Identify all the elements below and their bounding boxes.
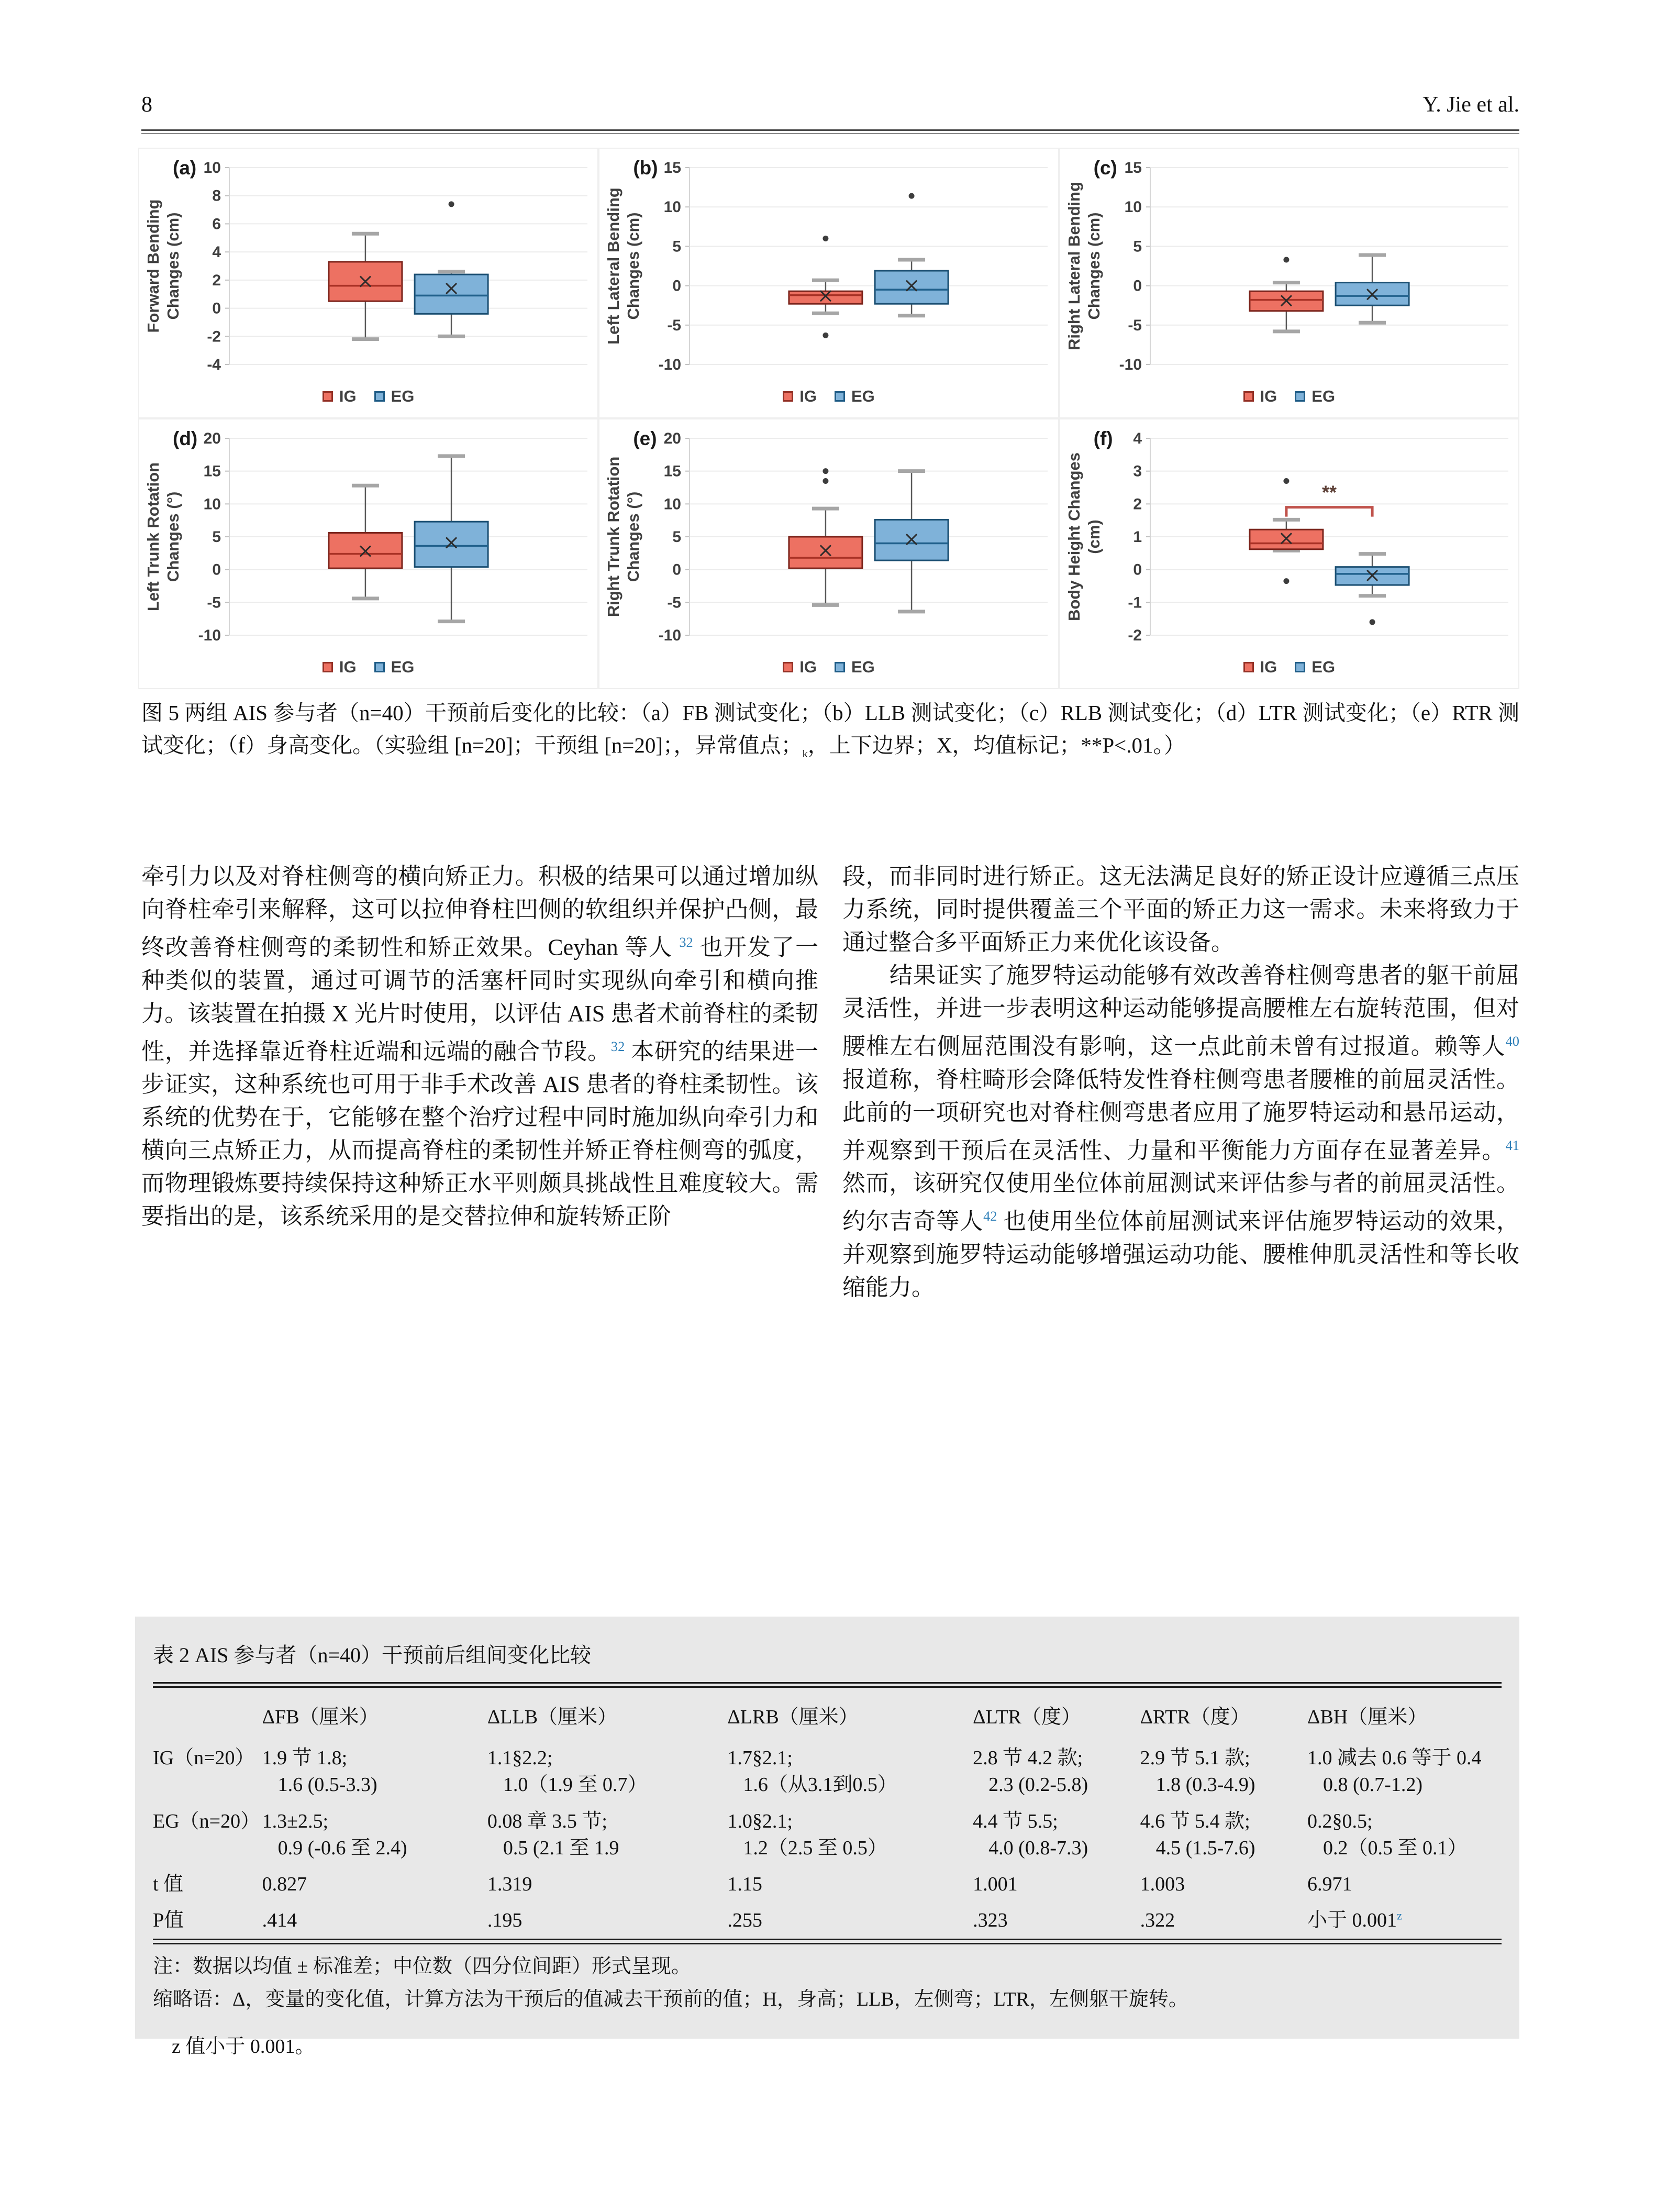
eg-legend-label: EG: [391, 658, 415, 676]
table-cell: 2.8 节 4.2 款; 2.3 (0.2-5.8): [973, 1747, 1088, 1796]
left-column: 牵引力以及对脊柱侧弯的横向矫正力。积极的结果可以通过增加纵向脊柱牵引来解释，这可以拉伸脊柱凹侧的软组织并保护凸侧，最终改善脊柱侧弯的柔韧性和矫正效果。Ceyhan 等人 $^{32}$ 也开发了一种类似的装置，通过可调节的活塞杆同时实现纵向牵引和横向推力。该装置在拍摄 X 光片时使用，以评估 AIS 患者术前脊柱的柔韧性，并选择靠近脊柱近端和远端的融合节段。$^{32}$ 本研究的结果进一步证实，这种系统也可用于非手术改善 AIS 患者的脊柱柔韧性。该系统的优势在于，它能够在整个治疗过程中同时施加纵向牵引力和横向三点矫正力，从而提高脊柱的柔韧性并矫正脊柱侧弯的弧度，而物理锻炼要持续保持这种矫正水平则颇具挑战性且难度较大。需要指出的是，该系统采用的是交替拉伸和旋转矫正阶: [141, 864, 819, 1230]
svg-text:-2: -2: [1127, 627, 1142, 644]
table-header-cell: ΔLRB（厘米）: [727, 1706, 859, 1728]
boxplot-body-height: [1060, 427, 1518, 647]
table-rule-bottom: [153, 1939, 1502, 1944]
eg-legend-marker: [374, 662, 385, 672]
eg-legend-label: EG: [851, 387, 875, 405]
eg-legend-label: EG: [1312, 387, 1336, 405]
svg-text:-10: -10: [658, 627, 682, 644]
legend: [1060, 658, 1518, 677]
svg-text:20: 20: [663, 430, 682, 447]
svg-text:10: 10: [203, 495, 221, 513]
table-cell: 1.319: [487, 1873, 532, 1896]
subplot-left-trunk-rotation: [138, 418, 598, 689]
svg-text:Body Height Changes(cm): Body Height Changes(cm): [1064, 452, 1103, 622]
page-number: 8: [141, 93, 152, 117]
svg-text:0: 0: [1132, 561, 1142, 579]
table-grid: [153, 1688, 1502, 1939]
svg-text:20: 20: [203, 430, 221, 447]
panel-label-e: (e): [633, 428, 657, 449]
table-cell: 1.15: [727, 1873, 762, 1896]
ig-legend-marker: [1243, 391, 1254, 402]
table-row-label: EG（n=20）: [153, 1810, 261, 1832]
svg-text:1: 1: [1132, 528, 1142, 546]
table-header-cell: ΔRTR（度）: [1140, 1706, 1250, 1728]
svg-text:0: 0: [1132, 277, 1142, 295]
svg-text:-2: -2: [207, 328, 221, 346]
table-header-cell: ΔLTR（度）: [973, 1706, 1081, 1728]
eg-legend-marker: [374, 391, 385, 402]
ig-legend-label: IG: [339, 658, 357, 676]
boxplot-right-lateral-bending: [1060, 156, 1518, 376]
svg-text:Right Trunk RotationChanges (°: Right Trunk RotationChanges (°): [604, 456, 643, 617]
svg-text:-10: -10: [658, 356, 682, 373]
table-notes: [153, 1954, 1502, 2060]
boxplot-left-lateral-bending: [599, 156, 1058, 376]
table-cell: .322: [1140, 1909, 1175, 1932]
table-cell: 1.0§2.1; 1.2（2.5 至 0.5）: [727, 1810, 887, 1859]
table-rule-top: [153, 1682, 1502, 1688]
svg-text:4: 4: [1132, 430, 1142, 447]
ig-legend-label: IG: [339, 387, 357, 405]
eg-legend-label: EG: [851, 658, 875, 676]
svg-text:15: 15: [663, 159, 682, 176]
table-cell: 小于 0.001$^z$: [1307, 1909, 1403, 1932]
subplot-right-trunk-rotation: [598, 418, 1059, 689]
subplot-right-lateral-bending: [1059, 148, 1519, 418]
subplot-left-lateral-bending: [598, 148, 1059, 418]
eg-legend-label: EG: [1312, 658, 1336, 676]
table-header-cell: [153, 1688, 262, 1711]
svg-text:4: 4: [212, 244, 221, 261]
svg-text:10: 10: [1124, 198, 1142, 216]
table-cell: .255: [727, 1909, 762, 1932]
svg-text:8: 8: [212, 187, 221, 205]
table-cell: .195: [487, 1909, 523, 1932]
svg-text:0: 0: [212, 300, 221, 317]
ig-legend-marker: [323, 391, 333, 402]
ig-legend-label: IG: [799, 387, 817, 405]
svg-text:10: 10: [663, 198, 682, 216]
eg-legend-marker: [835, 391, 845, 402]
table-cell: .323: [973, 1909, 1008, 1932]
ig-legend-label: IG: [1260, 658, 1277, 676]
legend: [139, 658, 597, 677]
svg-text:5: 5: [672, 528, 682, 546]
table-header-cell: ΔLLB（厘米）: [487, 1706, 618, 1728]
table-cell: 1.001: [973, 1873, 1018, 1896]
table-row-label: P值: [153, 1909, 184, 1932]
svg-text:3: 3: [1132, 462, 1142, 480]
ig-legend-marker: [323, 662, 333, 672]
table-cell: 1.7§2.1; 1.6（从3.1到0.5）: [727, 1747, 897, 1796]
svg-text:15: 15: [1124, 159, 1142, 176]
table-header-cell: ΔFB（厘米）: [262, 1706, 379, 1728]
table-cell: 6.971: [1307, 1873, 1352, 1896]
svg-text:Right Lateral BendingChanges (: Right Lateral BendingChanges (cm): [1064, 181, 1103, 351]
panel-label-f: (f): [1093, 428, 1113, 449]
svg-text:-4: -4: [207, 356, 221, 373]
svg-text:-5: -5: [1127, 316, 1142, 334]
svg-text:2: 2: [1132, 495, 1142, 513]
table-cell: 0.2§0.5; 0.2（0.5 至 0.1）: [1307, 1810, 1468, 1859]
ig-legend-marker: [1243, 662, 1254, 672]
svg-text:0: 0: [672, 561, 682, 579]
panel-label-b: (b): [633, 157, 658, 179]
table-row-label: IG（n=20）: [153, 1747, 255, 1769]
table-row-label: t 值: [153, 1873, 184, 1896]
ig-legend-marker: [783, 391, 793, 402]
subplot-body-height: [1059, 418, 1519, 689]
svg-text:10: 10: [203, 159, 221, 176]
legend: [599, 387, 1058, 406]
panel-label-c: (c): [1093, 157, 1117, 179]
running-head: Y. Jie et al.: [1422, 93, 1519, 117]
eg-legend-marker: [835, 662, 845, 672]
table-cell: 4.6 节 5.4 款; 4.5 (1.5-7.6): [1140, 1810, 1255, 1859]
table-cell: 1.3±2.5; 0.9 (-0.6 至 2.4): [262, 1810, 407, 1859]
boxplot-right-trunk-rotation: [599, 427, 1058, 647]
right-column: 段，而非同时进行矫正。这无法满足良好的矫正设计应遵循三点压力系统，同时提供覆盖三个平面的矫正力这一需求。未来将致力于通过整合多平面矫正力来优化该设备。 结果证实了施罗特运动能够有效改善脊柱侧弯患者的躯干前屈灵活性，并进一步表明这种运动能够提高腰椎左右旋转范围，但对腰椎左右侧屈范围没有影响，这一点此前未曾有过报道。赖等人$^{40}$ 报道称，脊柱畸形会降低特发性脊柱侧弯患者腰椎的前屈灵活性。此前的一项研究也对脊柱侧弯患者应用了施罗特运动和悬吊运动，并观察到干预后在灵活性、力量和平衡能力方面存在显著差异。$^{41}$ 然而，该研究仅使用坐位体前屈测试来评估参与者的前屈灵活性。约尔吉奇等人$^{42}$ 也使用坐位体前屈测试来评估施罗特运动的效果，并观察到施罗特运动能够增强运动功能、腰椎伸肌灵活性和等长收缩能力。: [842, 864, 1520, 1300]
svg-text:6: 6: [212, 215, 221, 233]
svg-text:15: 15: [663, 462, 682, 480]
table-note: 缩略语：Δ，变量的变化值，计算方法为干预后的值减去干预前的值；H，身高；LLB，左侧弯；LTR，左侧躯干旋转。: [153, 1988, 1188, 2011]
table-note: 注：数据以均值 ± 标准差；中位数（四分位间距）形式呈现。: [153, 1955, 691, 1977]
boxplot-left-trunk-rotation: [139, 427, 597, 647]
legend: [139, 387, 597, 406]
boxplot-forward-bending: [139, 156, 597, 376]
table-cell: 1.0 减去 0.6 等于 0.4 0.8 (0.7-1.2): [1307, 1747, 1482, 1796]
table-cell: 1.003: [1140, 1873, 1185, 1896]
table-cell: 4.4 节 5.5; 4.0 (0.8-7.3): [973, 1810, 1088, 1859]
header-rule: [141, 129, 1519, 134]
table-title: 表 2 AIS 参与者（n=40）干预前后组间变化比较: [153, 1643, 592, 1667]
table-cell: 0.08 章 3.5 节; 0.5 (2.1 至 1.9: [487, 1810, 619, 1859]
svg-text:5: 5: [212, 528, 221, 546]
panel-label-d: (d): [173, 428, 198, 449]
figure-caption: 图 5 两组 AIS 参与者（n=40）干预前后变化的比较：（a）FB 测试变化；（b）LLB 测试变化；（c）RLB 测试变化；（d）LTR 测试变化；（e）RTR 测试变化；（f）身高变化。（实验组 [n=20]；干预组 [n=20]；，异常值点；$_k$，上下边界；X，均值标记；**P<.01。）: [141, 701, 1519, 760]
svg-text:-5: -5: [667, 316, 682, 334]
table-cell: 2.9 节 5.1 款; 1.8 (0.3-4.9): [1140, 1747, 1255, 1796]
svg-text:-5: -5: [207, 594, 221, 612]
svg-text:-10: -10: [1119, 356, 1142, 373]
table-2: [135, 1617, 1519, 2058]
svg-text:-1: -1: [1127, 594, 1142, 612]
legend: [1060, 387, 1518, 406]
svg-text:-5: -5: [667, 594, 682, 612]
page-header: [141, 92, 1519, 117]
svg-text:0: 0: [212, 561, 221, 579]
eg-legend-label: EG: [391, 387, 415, 405]
svg-text:2: 2: [212, 271, 221, 289]
panel-label-a: (a): [173, 157, 197, 179]
table-cell: .414: [262, 1909, 297, 1932]
svg-text:5: 5: [1132, 238, 1142, 256]
eg-legend-marker: [1295, 662, 1305, 672]
table-cell: 0.827: [262, 1873, 307, 1896]
table-cell: 1.1§2.2; 1.0（1.9 至 0.7）: [487, 1747, 648, 1796]
table-header-cell: ΔBH（厘米）: [1307, 1706, 1428, 1728]
table-cell: 1.9 节 1.8; 1.6 (0.5-3.3): [262, 1747, 377, 1796]
ig-legend-marker: [783, 662, 793, 672]
eg-legend-marker: [1295, 391, 1305, 402]
svg-text:0: 0: [672, 277, 682, 295]
svg-text:Left Lateral BendingChanges (c: Left Lateral BendingChanges (cm): [604, 187, 643, 345]
legend: [599, 658, 1058, 677]
svg-text:Left Trunk RotationChanges (°): Left Trunk RotationChanges (°): [144, 462, 182, 612]
ig-legend-label: IG: [1260, 387, 1277, 405]
svg-text:-10: -10: [198, 627, 221, 644]
table-note: z 值小于 0.001。: [172, 2035, 315, 2058]
svg-text:15: 15: [203, 462, 221, 480]
subplot-forward-bending: [138, 148, 598, 418]
svg-text:5: 5: [672, 238, 682, 256]
figure-5: [138, 148, 1519, 689]
svg-text:10: 10: [663, 495, 682, 513]
ig-legend-label: IG: [799, 658, 817, 676]
svg-text:Forward BendingChanges (cm): Forward BendingChanges (cm): [144, 199, 182, 333]
svg-text:**: **: [1321, 481, 1337, 503]
body-text: [141, 860, 1519, 1304]
